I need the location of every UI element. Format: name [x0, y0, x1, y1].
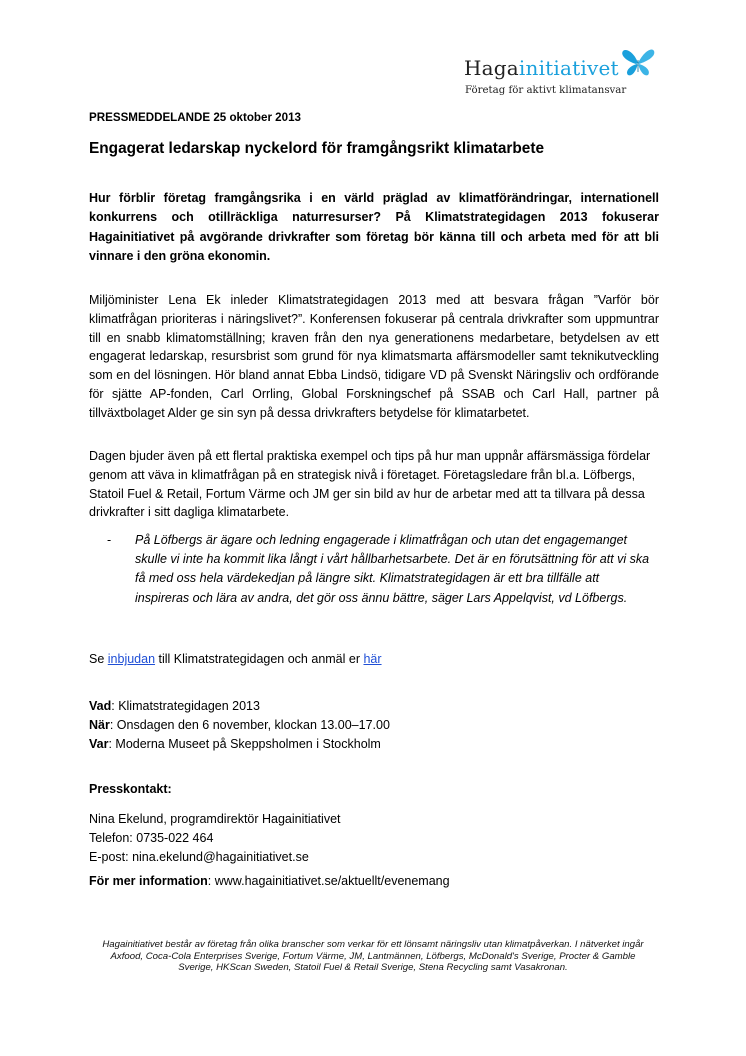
press-release-dateline: PRESSMEDDELANDE 25 oktober 2013: [89, 111, 301, 124]
press-contact-name: Nina Ekelund, programdirektör Hagainitiativet: [89, 812, 341, 826]
invite-middle: till Klimatstrategidagen och anmäl er: [155, 652, 364, 666]
logo-name-part1: Haga: [464, 56, 519, 80]
press-contact-heading: Presskontakt:: [89, 782, 172, 796]
detail-where: [89, 735, 390, 754]
detail-what-label: Vad: [89, 699, 112, 713]
detail-where-label: Var: [89, 737, 109, 751]
event-details: [89, 697, 390, 754]
butterfly-icon: [620, 46, 656, 80]
press-contact: [89, 810, 341, 867]
invitation-link[interactable]: inbjudan: [107, 652, 156, 666]
more-info-label: För mer information: [89, 874, 208, 888]
quote-block: [107, 531, 652, 608]
detail-when-label: När: [89, 718, 110, 732]
detail-what-value: : Klimatstrategidagen 2013: [111, 699, 260, 713]
press-contact-email: E-post: nina.ekelund@hagainitiativet.se: [89, 850, 309, 864]
quote-text: På Löfbergs är ägare och ledning engagerade i klimatfrågan och utan det engagemanget skulle vi inte ha kommit lika långt i vårt hållbarhetsarbete. Det är en förutsättning för att vi ska få med oss hela värdekedjan på längre sikt. Klimatstrategidagen är ett bra tillfälle att inspireras och lära av andra, det gör oss ännu bättre, säger Lars Appelqvist, vd Löfbergs.: [135, 533, 650, 605]
list-dash: -: [107, 533, 112, 547]
page-title: Engagerat ledarskap nyckelord för framgångsrikt klimatarbete: [89, 140, 545, 157]
more-info-line: [89, 874, 450, 888]
hagainitiativet-logo: [464, 46, 664, 106]
logo-name-part2: initiativet: [518, 56, 619, 80]
register-link[interactable]: här: [363, 652, 382, 666]
more-info-value: : www.hagainitiativet.se/aktuellt/evenemang: [207, 874, 450, 888]
lead-paragraph: Hur förblir företag framgångsrika i en värld präglad av klimatförändringar, internationell konkurrens och otillräckliga naturresurser? På Klimatstrategidagen 2013 fokuserar Hagainitiativet på avgörande drivkrafter som företag bör känna till och arbeta med för att bli vinnare i den gröna ekonomin.: [89, 191, 659, 263]
logo-tagline: Företag för aktivt klimatansvar: [465, 85, 627, 96]
body-paragraph-2: Dagen bjuder även på ett flertal praktiska exempel och tips på hur man uppnår affärsmässiga fördelar genom att väva in klimatfrågan på en strategisk nivå i företaget. Företagsledare från bl.a. Löfbergs, Statoil Fuel & Retail, Fortum Värme och JM ger sin bild av hur de arbetar med att ta tillvara på dessa drivkrafter i sitt dagliga klimatarbete.: [89, 449, 651, 520]
detail-when-value: : Onsdagen den 6 november, klockan 13.00–17.00: [109, 718, 390, 732]
invite-prefix: Se: [89, 652, 108, 666]
logo-wordmark: [464, 56, 619, 80]
press-contact-phone: Telefon: 0735-022 464: [89, 831, 214, 845]
footer-note: Hagainitiativet består av företag från olika branscher som verkar för ett lönsamt näringsliv utan klimatpåverkan. I nätverket ingår Axfood, Coca-Cola Enterprises Sverige, Fortum Värme, JM, Lantmännen, Löfbergs, McDonald's Sverige, Procter & Gamble Sverige, HKScan Sweden, Statoil Fuel & Retail Sverige, Stena Recycling samt Vasakronan.: [102, 939, 644, 974]
body-paragraph-1: Miljöminister Lena Ek inleder Klimatstrategidagen 2013 med att besvara frågan ”Varför bör klimatfrågan prioriteras i näringslivet?”. Konferensen fokuserar på centrala drivkrafter som uppmuntrar till en snabb klimatomställning; kraven från den nya generationens medarbetare, betydelsen av ett engagerat ledarskap, resursbrist som grund för nya klimatsmarta affärsmodeller samt teknikutveckling som en del lösningen. Hör bland annat Ebba Lindsö, tidigare VD på Svenskt Näringsliv och ordförande för sjätte AP-fonden, Carl Orrling, Global Forskningschef på SSAB och Carl Hall, partner på tillväxtbolaget Alder ge sin syn på dessa drivkrafters betydelse för klimatarbetet.: [89, 293, 659, 420]
invite-line: [89, 652, 382, 666]
detail-when: [89, 716, 390, 735]
detail-where-value: : Moderna Museet på Skeppsholmen i Stockholm: [108, 737, 381, 751]
detail-what: [89, 697, 390, 716]
